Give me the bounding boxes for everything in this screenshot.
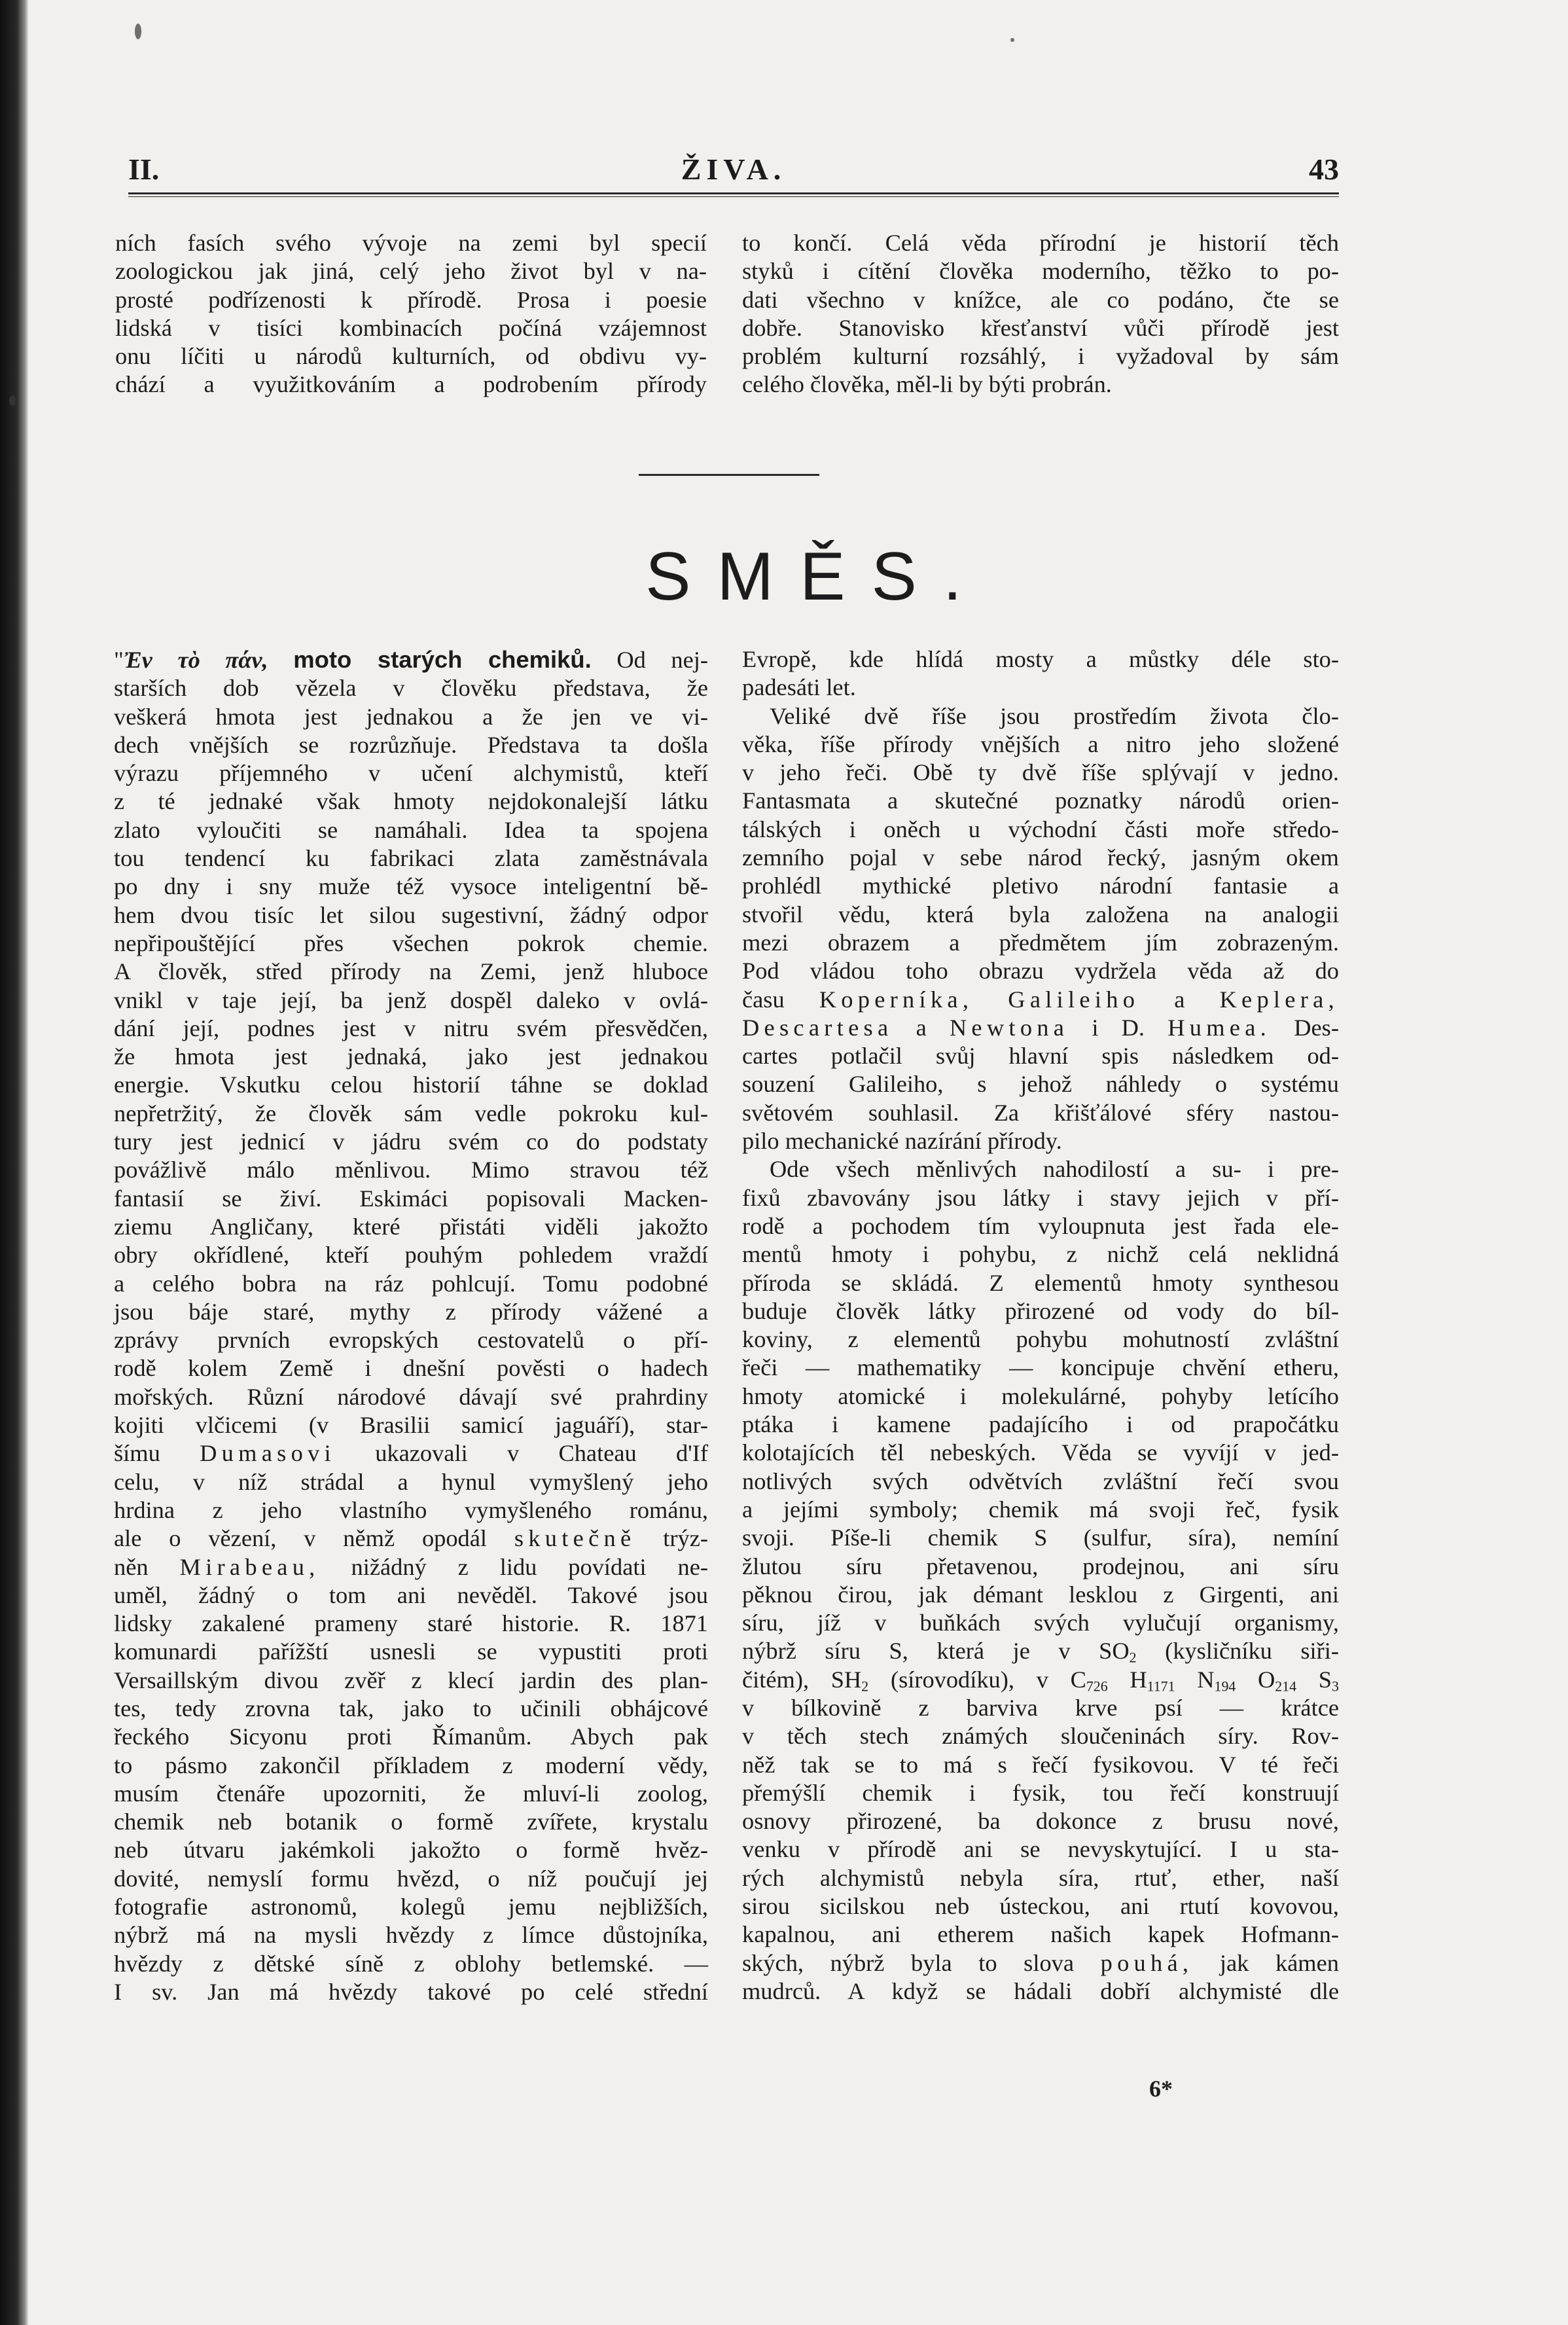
text-fragment: (kysličníku siři- xyxy=(1165,1638,1339,1665)
scan-speck xyxy=(9,395,16,406)
text-line: pěknou čirou, jak démant lesklou z Girgenti, ani xyxy=(742,1581,1339,1608)
text-fragment: D. xyxy=(1121,1014,1145,1041)
text-line: a jejími symboly; chemik má svoji řeč, fysik xyxy=(742,1496,1339,1523)
text-line: v bílkovině z barviva krve psí — krátce xyxy=(742,1694,1339,1721)
formula-line-so2 xyxy=(742,1637,1339,1665)
spaced-name-dumas: Dumasovi xyxy=(200,1440,336,1467)
text-line: styků i cítění člověka moderního, těžko to po- xyxy=(742,258,1339,285)
printer-signature-mark: 6* xyxy=(1149,2076,1173,2102)
text-line: mentů hmoty i pohybu, z nichž celá neklidná xyxy=(742,1241,1339,1268)
text-fragment: trýz- xyxy=(663,1525,708,1552)
text-line: starších dob vězela v člověku představa, že xyxy=(114,675,708,702)
text-line: komunardi pařížští usnesli se vypustiti proti xyxy=(114,1638,708,1665)
text-line: zlato vyloučiti se namáhali. Idea ta spojena xyxy=(114,816,708,843)
text-line: ních fasích svého vývoje na zemi byl specií xyxy=(115,230,707,256)
spaced-name-galilei: Galileiho xyxy=(1008,986,1140,1013)
text-line xyxy=(742,1949,1339,1977)
scan-speck xyxy=(135,24,141,39)
text-line: cartes potlačil svůj hlavní spis následkem od- xyxy=(742,1043,1339,1070)
text-fragment: něn xyxy=(114,1553,149,1580)
text-line: nýbrž má na mysli hvězdy z límce důstojníka, xyxy=(114,1922,708,1949)
text-line: a celého bobra na ráz pohlcují. Tomu podobné xyxy=(114,1270,708,1297)
text-line: obry okřídlené, kteří pouhým pohledem vraždí xyxy=(114,1242,708,1269)
text-line: zemního pojal v sebe národ řecký, jasným okem xyxy=(742,844,1339,871)
text-line: padesáti let. xyxy=(742,674,856,701)
text-line: nepřetržitý, že člověk sám vedle pokroku kul- xyxy=(114,1100,708,1126)
subscript: 194 xyxy=(1214,1678,1236,1695)
text-fragment: (sírovodíku), v C xyxy=(890,1666,1086,1693)
text-line: rodě kolem Země i dnešní pověsti o hadech xyxy=(114,1355,708,1382)
text-line: Evropě, kde hlídá mosty a můstky déle sto- xyxy=(742,646,1339,672)
text-line: kojiti vlčicemi (v Brasilii samicí jaguáří), star- xyxy=(114,1412,708,1439)
text-fragment: O xyxy=(1258,1666,1275,1693)
running-head xyxy=(128,152,1339,191)
text-line: chází a využitkováním a podrobením přírody xyxy=(115,371,707,398)
text-line: fixů zbavovány jsou látky i stavy jejich v pří- xyxy=(742,1184,1339,1211)
text-line: rodě a pochodem tím vyloupnuta jest řada ele- xyxy=(742,1212,1339,1239)
text-fragment: nižádný z lidu povídati ne- xyxy=(351,1553,708,1580)
header-rule xyxy=(128,192,1339,194)
text-line: Fantasmata a skutečné poznatky národů orien- xyxy=(742,787,1339,814)
text-line: povážlivě málo měnlivou. Mimo stravou též xyxy=(114,1157,708,1183)
text-fragment: N xyxy=(1197,1666,1215,1693)
spaced-word: skutečně xyxy=(514,1525,636,1552)
article-right-column xyxy=(742,645,1339,2006)
text-line: z té jednaké však hmoty nejdokonalejší látku xyxy=(114,788,708,815)
text-line: výrazu příjemného v učení alchymistů, kteří xyxy=(114,760,708,787)
text-line: Pod vládou toho obrazu vydržela věda až do xyxy=(742,958,1339,984)
text-fragment: i xyxy=(1092,1014,1099,1041)
text-line: dání její, podnes jest v nitru svém přesvědčen, xyxy=(114,1015,708,1041)
text-line: věka, říše přírody vnějších a nitro jeho složené xyxy=(742,730,1339,757)
text-fragment: čitém), SH xyxy=(742,1666,862,1693)
text-line: energie. Vskutku celou historií táhne se doklad xyxy=(114,1072,708,1098)
text-line: celu, v níž strádal a hynul vymyšlený jeho xyxy=(114,1468,708,1495)
text-line: buduje člověk látky přirozené od vody do bíl- xyxy=(742,1297,1339,1324)
text-line: dovité, nemyslí formu hvězd, o níž poučují jej xyxy=(114,1865,708,1892)
spaced-word: pouhá, xyxy=(1100,1949,1194,1976)
text-line: příroda se skládá. Z elementů hmoty synthesou xyxy=(742,1269,1339,1296)
text-line: lidská v tisíci kombinacích počíná vzájemnost xyxy=(115,314,707,341)
text-line: celého člověka, měl-li by býti probrán. xyxy=(742,371,1112,398)
subscript: 2 xyxy=(861,1678,869,1695)
text-fragment: ských, nýbrž byla to slova xyxy=(742,1949,1074,1976)
text-line: stvořil vědu, která byla založena na analogii xyxy=(742,901,1339,928)
volume-number: II. xyxy=(128,153,160,186)
page-number: 43 xyxy=(1309,153,1339,186)
text-line: dati všechno v knížce, ale co podáno, čte se xyxy=(742,286,1339,313)
subscript: 2 xyxy=(1129,1649,1137,1666)
text-line: světovém souhlasil. Za křišťálové sféry nastou- xyxy=(742,1099,1339,1126)
text-line: hrdina z jeho vlastního vymyšleného románu, xyxy=(114,1496,708,1523)
text-line: venku v přírodě ani se nevyskytující. I u sta- xyxy=(742,1836,1339,1863)
article-heading: moto starých chemiků. xyxy=(293,646,592,673)
subscript: 1171 xyxy=(1147,1678,1175,1695)
text-line: Versaillským divou zvěř z klecí jardin des plan- xyxy=(114,1667,708,1693)
text-line: Veliké dvě říše jsou prostředím života člo- xyxy=(770,702,1339,729)
text-line: I sv. Jan má hvězdy takové po celé střední xyxy=(114,1978,708,2005)
text-fragment: nýbrž síru S, která je v SO xyxy=(742,1638,1130,1665)
text-fragment: H xyxy=(1130,1666,1147,1693)
text-line: prohlédl mythické pletivo národní fantasie a xyxy=(742,873,1339,899)
spaced-name-descartes: Descartesa xyxy=(742,1014,893,1041)
text-line: ptáka i kamene padajícího i od prapočátku xyxy=(742,1411,1339,1438)
text-line: prosté podřízenosti k přírodě. Prosa i poesie xyxy=(115,286,707,313)
spaced-name-hume: Humea. xyxy=(1167,1014,1272,1041)
text-line: řeči — mathematiky — koncipuje chvění etheru, xyxy=(742,1354,1339,1381)
text-line: mořských. Různí národové dávají své prahrdiny xyxy=(114,1383,708,1410)
text-line: to končí. Celá věda přírodní je historií těch xyxy=(742,230,1339,256)
spaced-name-mirabeau: Mirabeau, xyxy=(179,1553,320,1580)
top-right-column xyxy=(742,229,1339,399)
greek-motto: Ἐν τὸ πάν, xyxy=(123,647,268,673)
text-fragment: S xyxy=(1318,1666,1332,1693)
header-rule-thin xyxy=(128,196,1339,197)
text-line: tálských i oněch u východní části moře středo- xyxy=(742,816,1339,842)
quote-mark: " xyxy=(114,647,124,673)
text-fragment: a xyxy=(1174,986,1185,1013)
text-line: tes, tedy zrovna tak, jako to učinili obhájcové xyxy=(114,1695,708,1721)
text-line: mudrců. A když se hádali dobří alchymisté dle xyxy=(742,1977,1339,2004)
text-fragment: času xyxy=(742,986,785,1013)
text-line: veškerá hmota jest jednakou a že jen ve vi- xyxy=(114,703,708,730)
text-line: problém kulturní rozsáhlý, i vyžadoval by sám xyxy=(742,343,1339,370)
text-line: uměl, žádný o tom ani nevěděl. Takové jsou xyxy=(114,1581,708,1608)
scan-binding-edge xyxy=(0,0,29,2325)
text-line: onu líčiti u národů kulturních, od obdivu vy- xyxy=(115,343,707,370)
text-line xyxy=(114,1553,708,1581)
text-line: souzení Galileiho, s jehož náhledy o systému xyxy=(742,1071,1339,1098)
text-line xyxy=(114,1524,708,1553)
text-fragment: jak kámen xyxy=(1219,1949,1339,1976)
text-line: síru, jíž v buňkách svých vylučují organismy, xyxy=(742,1610,1339,1636)
text-fragment: ale o vězení, v němž opodál xyxy=(114,1525,487,1552)
text-line: vnikl v taje její, ba jenž dospěl daleko v ovlá- xyxy=(114,986,708,1013)
text-fragment: ukazovali v Chateau d'If xyxy=(375,1440,708,1467)
text-line: řeckého Sicyonu proti Římanům. Abych pak xyxy=(114,1723,708,1750)
text-line: chemik neb botanik o formě zvířete, krystalu xyxy=(114,1809,708,1835)
text-line xyxy=(114,1439,708,1468)
section-title: SMĚS. xyxy=(645,539,988,615)
text-line: dech vnějších se rozrůzňuje. Představa ta došla xyxy=(114,731,708,758)
text-line: hmoty atomické i molekulárné, pohyby letícího xyxy=(742,1382,1339,1409)
article-heading-line xyxy=(114,645,708,674)
text-line: v těch stech známých sloučeninách síry. Rov- xyxy=(742,1723,1339,1750)
text-line: zoologickou jak jiná, celý jeho život byl v na- xyxy=(115,258,707,285)
text-line: fotografie astronomů, kolegů jemu nejbližších, xyxy=(114,1894,708,1920)
text-line: zprávy prvních evropských cestovatelů o pří- xyxy=(114,1327,708,1354)
text-line: rých alchymistů nebyla síra, rtuť, ether, naší xyxy=(742,1864,1339,1891)
text-line: Ode všech měnlivých nahodilostí a su- i pre- xyxy=(770,1156,1339,1183)
text-line: svoji. Píše-li chemik S (sulfur, síra), nemíní xyxy=(742,1524,1339,1551)
article-left-column xyxy=(114,645,708,2006)
text-line: sirou sicilskou neb ústeckou, ani rtutí kovovou, xyxy=(742,1893,1339,1920)
text-line: že hmota jest jednaká, jako jest jednakou xyxy=(114,1043,708,1070)
formula-line-sh2 xyxy=(742,1666,1339,1694)
text-line: mezi obrazem a předmětem jím zobrazeným. xyxy=(742,929,1339,956)
text-fragment: Des- xyxy=(1294,1014,1339,1041)
section-divider xyxy=(639,474,819,476)
text-line: nepřipouštějící přes všechen pokrok chemie. xyxy=(114,929,708,956)
subscript: 214 xyxy=(1275,1678,1297,1695)
text-line: jsou báje staré, mythy z přírody vážené a xyxy=(114,1298,708,1325)
text-line: kapalnou, ani etherem našich kapek Hofmann- xyxy=(742,1921,1339,1948)
top-left-column xyxy=(115,229,707,399)
text-line: pilo mechanické nazírání přírody. xyxy=(742,1128,1062,1155)
subscript: 726 xyxy=(1086,1678,1108,1695)
text-line: přemýšlí chemik i fysik, tou řečí konstruují xyxy=(742,1779,1339,1806)
text-line: notlivých svých odvětvích zvláštní řečí svou xyxy=(742,1468,1339,1494)
text-line: neb útvaru jakémkoli jakožto o formě hvěz- xyxy=(114,1837,708,1864)
text-line: musím čtenáře upozorniti, že mluví-li zoolog, xyxy=(114,1780,708,1807)
text-line: fantasií se živí. Eskimáci popisovali Macken- xyxy=(114,1185,708,1212)
text-line: A člověk, střed přírody na Zemi, jenž hluboce xyxy=(114,958,708,985)
text-line: lidsky zakalené prameny staré historie. R. 1871 xyxy=(114,1610,708,1637)
text-line: tury jest jednicí v jádru svém co do podstaty xyxy=(114,1128,708,1155)
text-line: osnovy přirozené, ba dokonce z brusu nové, xyxy=(742,1808,1339,1835)
text-line: kolotajících těl nebeských. Věda se vyvíjí v jed- xyxy=(742,1439,1339,1466)
text-line: žlutou síru přetavenou, prodejnou, ani síru xyxy=(742,1553,1339,1579)
text-line: tou tendencí ku fabrikaci zlata zaměstnávala xyxy=(114,845,708,872)
text-line: v jeho řeči. Obě ty dvě říše splývají v jedno. xyxy=(742,759,1339,786)
subscript: 3 xyxy=(1332,1678,1339,1695)
text-line: něž tak se to má s řečí fysikovou. V té řeči xyxy=(742,1751,1339,1778)
text-line: hem dvou tisíc let silou sugestivní, žádný odpor xyxy=(114,901,708,928)
spaced-name-newton: Newtona xyxy=(949,1014,1069,1041)
text-fragment: a xyxy=(916,1014,927,1041)
text-line: hvězdy z dětské síně z oblohy betlemské. — xyxy=(114,1950,708,1977)
text-line: ziemu Angličany, které přistáti viděli jakožto xyxy=(114,1213,708,1240)
text-line: koviny, z elementů pohybu mohutností zvláštní xyxy=(742,1326,1339,1353)
journal-title: ŽIVA. xyxy=(681,153,787,186)
text-line: dobře. Stanovisko křesťanství vůči přírodě jest xyxy=(742,314,1339,341)
text-fragment: Od nej- xyxy=(616,647,708,673)
text-line xyxy=(742,1014,1339,1042)
text-line: to pásmo zakončil příkladem z moderní vědy, xyxy=(114,1752,708,1778)
text-line: po dny i sny muže též vysoce inteligentní bě- xyxy=(114,873,708,900)
scan-speck xyxy=(1010,38,1014,42)
spaced-name-kepler: Keplera, xyxy=(1219,986,1339,1013)
text-fragment: šímu xyxy=(114,1440,160,1467)
text-line xyxy=(742,986,1339,1014)
spaced-name-kopernik: Koperníka, xyxy=(819,986,974,1013)
